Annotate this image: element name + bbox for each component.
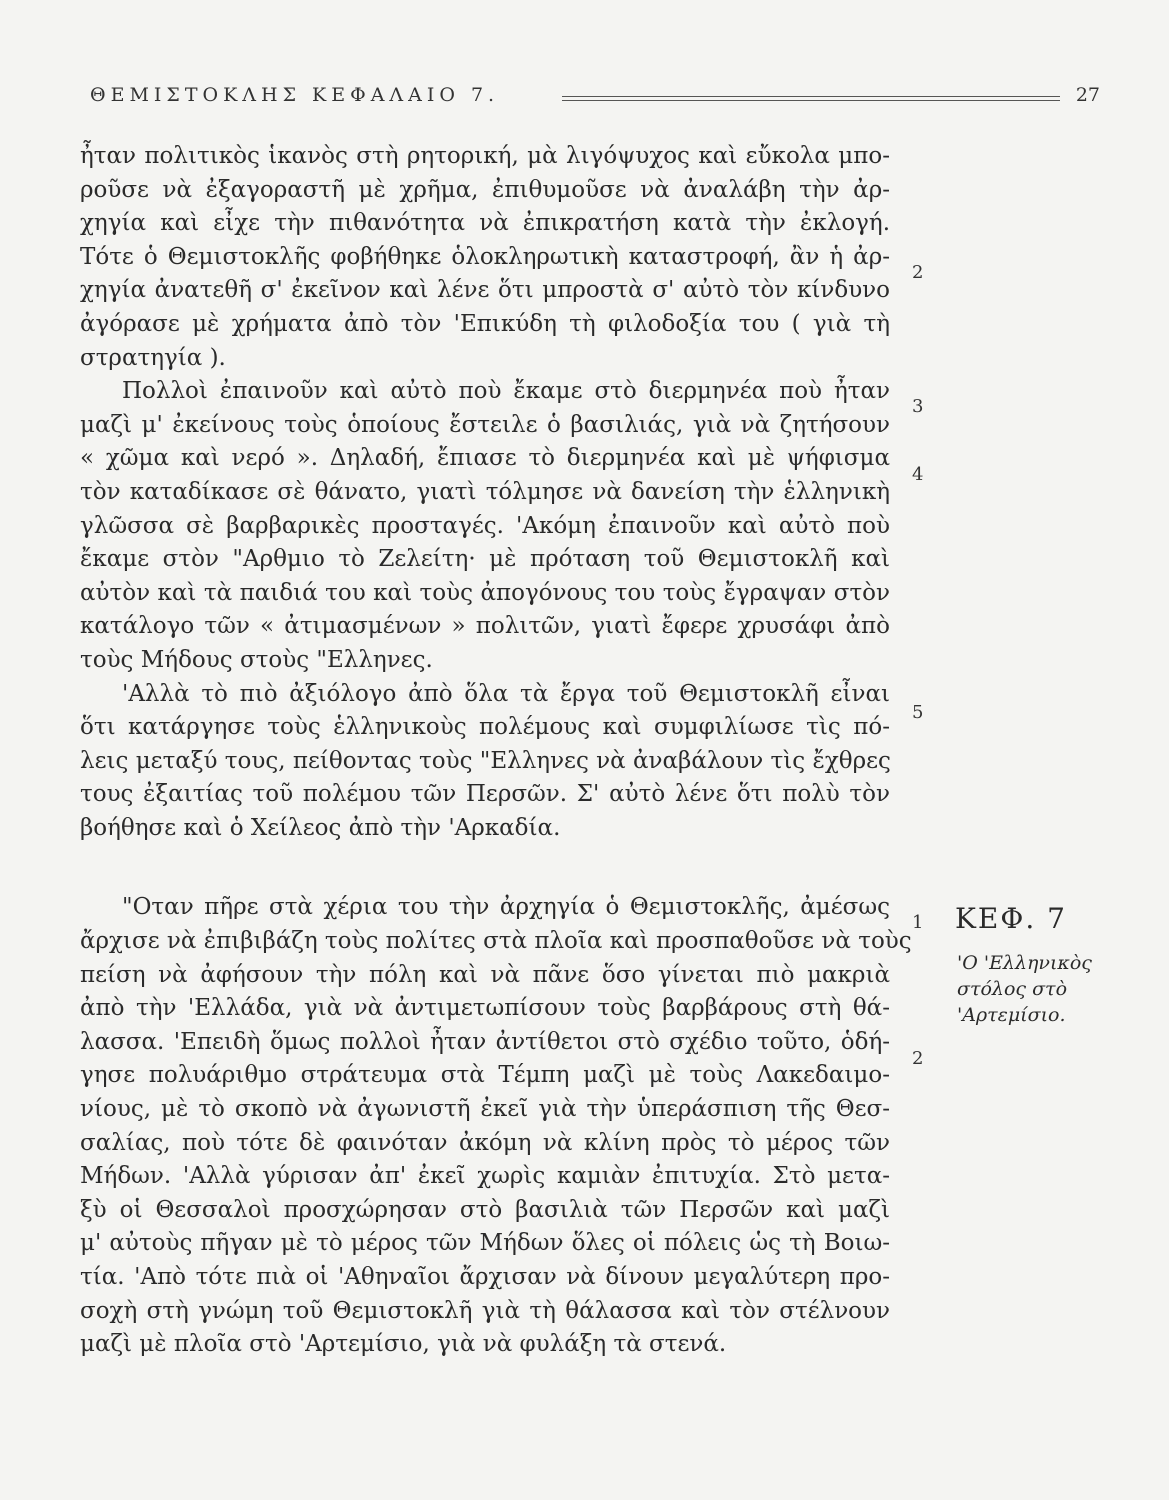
- page-number: 27: [1075, 84, 1100, 106]
- page-header: [90, 84, 1100, 114]
- text-line: ροῦσε νὰ ἐξαγοραστῆ μὲ χρῆμα, ἐπιθυμοῦσε νὰ ἀναλάβη τὴν ἀρ-: [80, 176, 890, 203]
- text-line: τὸν καταδίκασε σὲ θάνατο, γιατὶ τόλμησε νὰ δανείση τὴν ἑλληνικὴ: [80, 478, 890, 505]
- text-line: ἔκαμε στὸν "Αρθμιο τὸ Ζελείτη· μὲ πρόταση τοῦ Θεμιστοκλῆ καὶ: [80, 546, 890, 573]
- text-line: λασσα. 'Επειδὴ ὅμως πολλοὶ ἦταν ἀντίθετοι στὸ σχέδιο τοῦτο, ὁδή-: [80, 1028, 890, 1055]
- text-line: λεις μεταξύ τους, πείθοντας τοὺς "Ελληνες νὰ ἀναβάλουν τὶς ἔχθρες: [80, 747, 891, 774]
- text-line: σοχὴ στὴ γνώμη τοῦ Θεμιστοκλῆ γιὰ τὴ θάλασσα καὶ τὸν στέλνουν: [80, 1297, 890, 1324]
- text-line: "Οταν πῆρε στὰ χέρια του τὴν ἀρχηγία ὁ Θεμιστοκλῆς, ἀμέσως: [122, 894, 890, 921]
- text-line: στρατηγία ).: [80, 344, 226, 371]
- margin-section-number: 2: [912, 1048, 924, 1069]
- running-title: ΘΕΜΙΣΤΟΚΛΗΣ ΚΕΦΑΛΑΙΟ 7.: [90, 84, 500, 106]
- text-line: αὐτὸν καὶ τὰ παιδιά του καὶ τοὺς ἀπογόνους του τοὺς ἔγραψαν στὸν: [80, 579, 890, 606]
- text-line: σαλίας, ποὺ τότε δὲ φαινόταν ἀκόμη νὰ κλίνη πρὸς τὸ μέρος τῶν: [80, 1129, 890, 1156]
- header-rule: [562, 96, 1060, 101]
- text-line: νίους, μὲ τὸ σκοπὸ νὰ ἀγωνιστῆ ἐκεῖ γιὰ τὴν ὑπεράσπιση τῆς Θεσ-: [80, 1096, 890, 1123]
- text-line: μαζὶ μ' ἐκείνους τοὺς ὁποίους ἔστειλε ὁ βασιλιάς, γιὰ νὰ ζητήσουν: [80, 411, 890, 438]
- chapter-heading: ΚΕΦ. 7: [955, 902, 1067, 935]
- text-line: μαζὶ μὲ πλοῖα στὸ 'Αρτεμίσιο, γιὰ νὰ φυλάξη τὰ στενά.: [80, 1331, 727, 1358]
- margin-section-number: 1: [912, 912, 924, 933]
- paragraph-gap: [80, 845, 890, 891]
- text-line: ἀγόρασε μὲ χρήματα ἀπὸ τὸν 'Επικύδη τὴ φιλοδοξία του ( γιὰ τὴ: [80, 310, 890, 337]
- body-text: [80, 140, 912, 1362]
- text-line: βοήθησε καὶ ὁ Χείλεος ἀπὸ τὴν 'Αρκαδία.: [80, 814, 561, 841]
- margin-section-number: 3: [912, 396, 924, 417]
- text-line: Πολλοὶ ἐπαινοῦν καὶ αὐτὸ ποὺ ἔκαμε στὸ διερμηνέα ποὺ ἦταν: [122, 378, 890, 405]
- chapter-subtitle: [957, 950, 1107, 1028]
- text-line: ἦταν πολιτικὸς ἱκανὸς στὴ ρητορική, μὰ λιγόψυχος καὶ εὔκολα μπο-: [80, 143, 890, 169]
- text-line: τία. 'Απὸ τότε πιὰ οἱ 'Αθηναῖοι ἄρχισαν νὰ δίνουν μεγαλύτερη προ-: [80, 1264, 890, 1290]
- text-line: Μήδων. 'Αλλὰ γύρισαν ἀπ' ἐκεῖ χωρὶς καμιὰν ἐπιτυχία. Στὸ μετα-: [80, 1163, 890, 1190]
- text-line: κατάλογο τῶν « ἀτιμασμένων » πολιτῶν, γιατὶ ἔφερε χρυσάφι ἀπὸ: [80, 613, 890, 640]
- text-line: τοὺς Μήδους στοὺς "Ελληνες.: [80, 646, 433, 673]
- text-line: γησε πολυάριθμο στράτευμα στὰ Τέμπη μαζὶ μὲ τοὺς Λακεδαιμο-: [80, 1062, 890, 1089]
- chapter-subtitle-line: 'Ο 'Ελληνικὸς: [957, 952, 1092, 974]
- text-line: γλῶσσα σὲ βαρβαρικὲς προσταγές. 'Ακόμη ἐπαινοῦν καὶ αὐτὸ ποὺ: [80, 512, 890, 539]
- text-line: « χῶμα καὶ νερό ». Δηλαδή, ἔπιασε τὸ διερμηνέα καὶ μὲ ψήφισμα: [80, 445, 890, 472]
- text-line: μ' αὐτοὺς πῆγαν μὲ τὸ μέρος τῶν Μήδων ὅλες οἱ πόλεις ὡς τὴ Βοιω-: [80, 1230, 890, 1257]
- text-line: τους ἐξαιτίας τοῦ πολέμου τῶν Περσῶν. Σ' αὐτὸ λένε ὅτι πολὺ τὸν: [80, 781, 890, 808]
- text-line: 'Αλλὰ τὸ πιὸ ἀξιόλογο ἀπὸ ὅλα τὰ ἔργα τοῦ Θεμιστοκλῆ εἶναι: [122, 680, 890, 707]
- text-line: χηγία ἀνατεθῆ σ' ἐκεῖνον καὶ λένε ὅτι μπροστὰ σ' αὐτὸ τὸν κίνδυνο: [80, 277, 890, 304]
- margin-section-number: 5: [912, 702, 924, 723]
- text-line: πείση νὰ ἀφήσουν τὴν πόλη καὶ νὰ πᾶνε ὅσο γίνεται πιὸ μακριὰ: [80, 961, 890, 988]
- margin-section-number: 4: [912, 464, 924, 485]
- chapter-subtitle-line: στόλος στὸ: [957, 978, 1068, 1000]
- margin-section-number: 2: [912, 262, 924, 283]
- text-line: ἀπὸ τὴν 'Ελλάδα, γιὰ νὰ ἀντιμετωπίσουν τοὺς βαρβάρους στὴ θά-: [80, 995, 890, 1022]
- chapter-subtitle-line: 'Αρτεμίσιο.: [957, 1004, 1066, 1026]
- text-line: χηγία καὶ εἶχε τὴν πιθανότητα νὰ ἐπικρατήση κατὰ τὴν ἐκλογή.: [80, 210, 890, 237]
- text-line: ξὺ οἱ Θεσσαλοὶ προσχώρησαν στὸ βασιλιὰ τῶν Περσῶν καὶ μαζὶ: [80, 1196, 890, 1223]
- text-line: Τότε ὁ Θεμιστοκλῆς φοβήθηκε ὁλοκληρωτικὴ καταστροφή, ἂν ἡ ἀρ-: [80, 243, 890, 270]
- text-line: ὅτι κατάργησε τοὺς ἑλληνικοὺς πολέμους καὶ συμφιλίωσε τὶς πό-: [80, 714, 890, 741]
- text-line: ἄρχισε νὰ ἐπιβιβάζη τοὺς πολίτες στὰ πλοῖα καὶ προσπαθοῦσε νὰ τοὺς: [80, 928, 912, 955]
